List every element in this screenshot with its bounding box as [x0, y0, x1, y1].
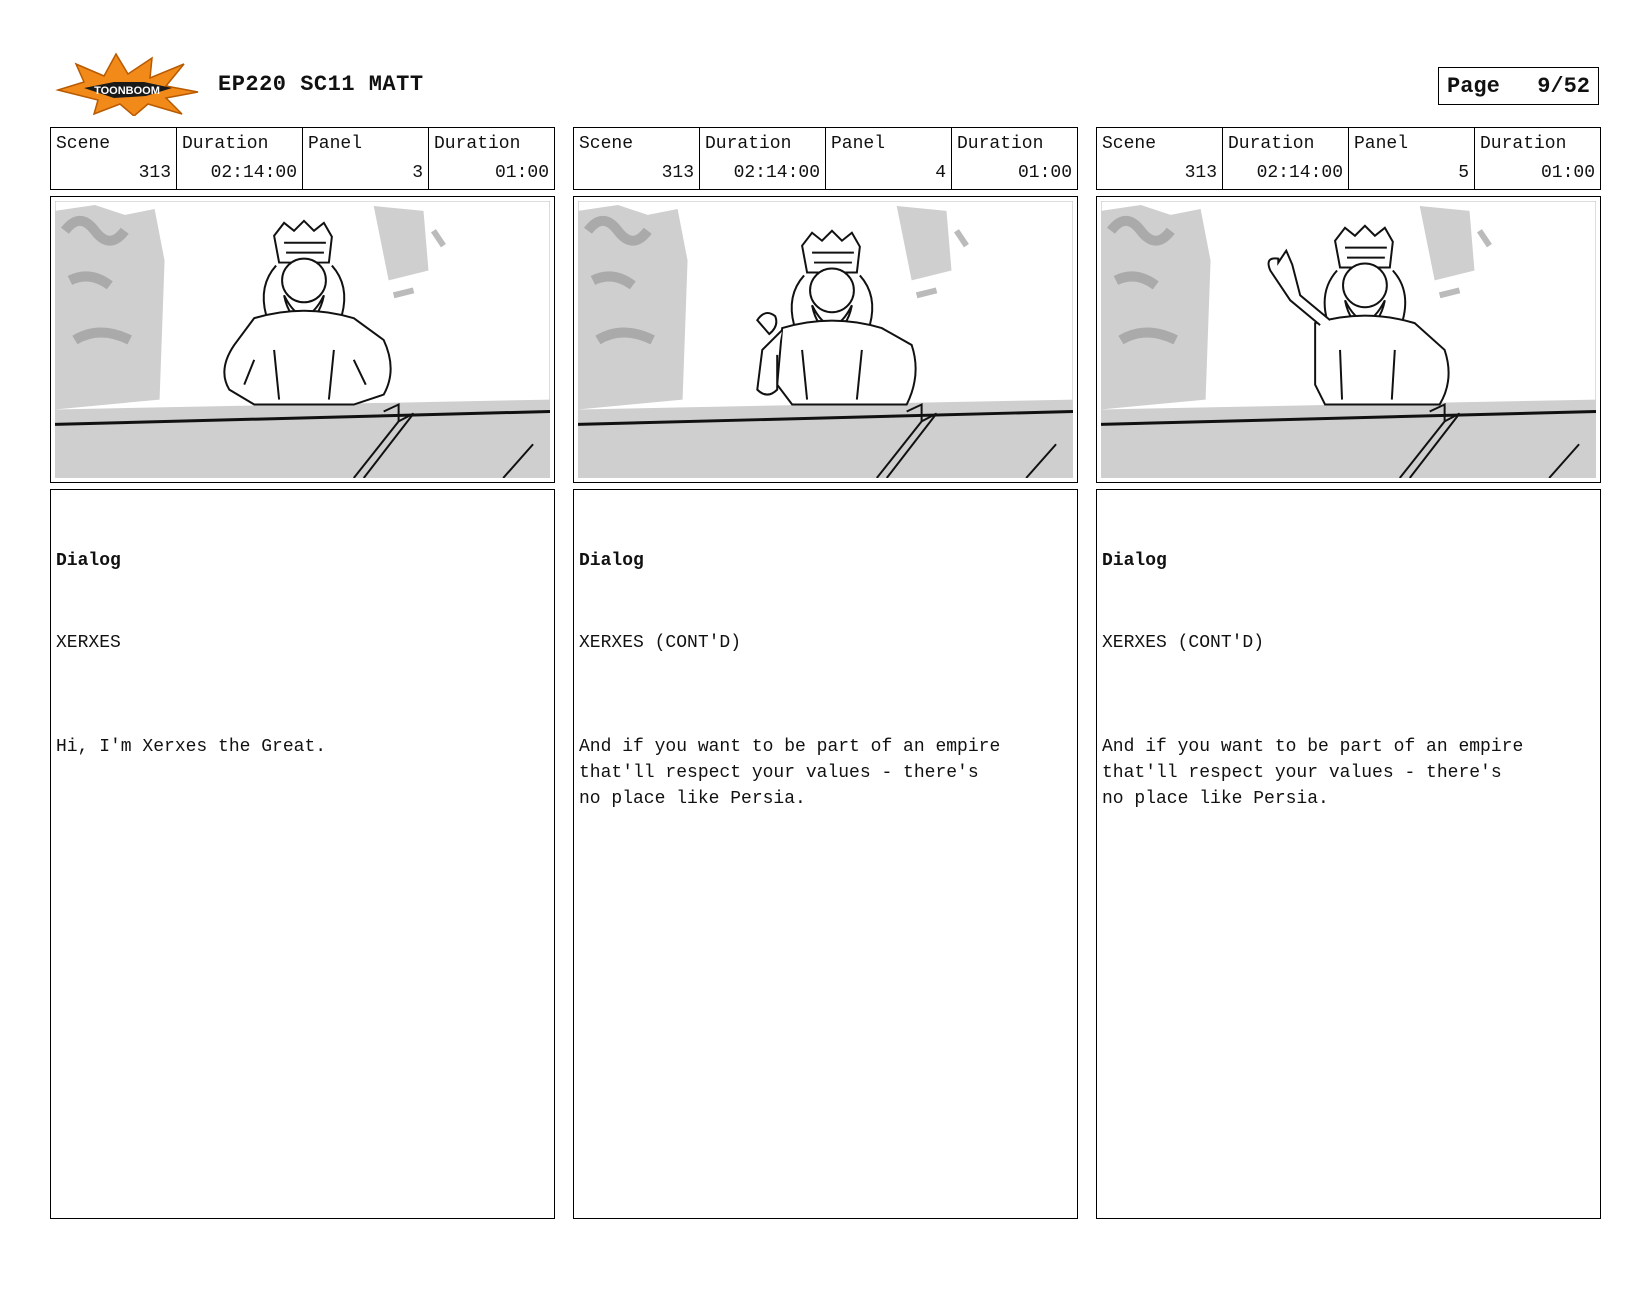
scene-duration-cell — [1223, 128, 1349, 189]
panel-info-bar — [1096, 127, 1601, 190]
storyboard-panel-column — [50, 127, 555, 1219]
panel-duration-label: Duration — [434, 134, 521, 154]
storyboard-frame[interactable] — [573, 196, 1078, 483]
scene-value: 313 — [1184, 163, 1217, 183]
scene-duration-value: 02:14:00 — [733, 163, 820, 183]
storyboard-panel-column — [1096, 127, 1601, 1219]
panel-label: Panel — [1354, 134, 1409, 154]
panel-duration-cell — [952, 128, 1077, 189]
panel-label: Panel — [308, 134, 363, 154]
page-label: Page — [1447, 73, 1500, 99]
dialog-label: Dialog — [56, 551, 121, 571]
panel-info-bar — [50, 127, 555, 190]
scene-value: 313 — [661, 163, 694, 183]
storyboard-frame[interactable] — [50, 196, 555, 483]
scene-duration-label: Duration — [182, 134, 269, 154]
scene-label: Scene — [579, 134, 634, 154]
dialog-speaker: XERXES (CONT'D) — [579, 633, 742, 653]
panel-value: 3 — [412, 163, 423, 183]
scene-cell — [1097, 128, 1223, 189]
panel-cell — [826, 128, 952, 189]
dialog-speaker: XERXES — [56, 633, 121, 653]
toonboom-logo-icon — [54, 52, 200, 116]
scene-duration-value: 02:14:00 — [210, 163, 297, 183]
scene-cell — [51, 128, 177, 189]
panel-cell — [303, 128, 429, 189]
scene-cell — [574, 128, 700, 189]
dialog-line: And if you want to be part of an empire that'll respect your values - there's no place like Persia. — [1102, 737, 1524, 809]
dialog-line: Hi, I'm Xerxes the Great. — [56, 737, 327, 757]
scene-duration-label: Duration — [1228, 134, 1315, 154]
scene-value: 313 — [138, 163, 171, 183]
panel-duration-cell — [429, 128, 554, 189]
page-indicator — [1438, 67, 1599, 105]
panel-value: 5 — [1458, 163, 1469, 183]
svg-text:TOONBOOM: TOONBOOM — [94, 85, 160, 97]
scene-duration-label: Duration — [705, 134, 792, 154]
page-title: EP220 SC11 MATT — [218, 72, 424, 97]
dialog-box[interactable] — [573, 489, 1078, 1219]
panel-label: Panel — [831, 134, 886, 154]
dialog-box[interactable] — [1096, 489, 1601, 1219]
scene-label: Scene — [56, 134, 111, 154]
panel-duration-value: 01:00 — [1017, 163, 1072, 183]
storyboard-panel-column — [573, 127, 1078, 1219]
panel-duration-label: Duration — [1480, 134, 1567, 154]
xerxes-sketch-arm-raised — [1101, 201, 1596, 478]
xerxes-sketch-hands-on-hips — [55, 201, 550, 478]
xerxes-sketch-pointing — [578, 201, 1073, 478]
scene-duration-value: 02:14:00 — [1256, 163, 1343, 183]
dialog-label: Dialog — [1102, 551, 1167, 571]
dialog-speaker: XERXES (CONT'D) — [1102, 633, 1265, 653]
page-number: 9/52 — [1537, 73, 1590, 99]
dialog-line: And if you want to be part of an empire that'll respect your values - there's no place like Persia. — [579, 737, 1001, 809]
panel-duration-cell — [1475, 128, 1600, 189]
panel-duration-label: Duration — [957, 134, 1044, 154]
dialog-label: Dialog — [579, 551, 644, 571]
panel-duration-value: 01:00 — [1540, 163, 1595, 183]
scene-duration-cell — [700, 128, 826, 189]
panel-duration-value: 01:00 — [494, 163, 549, 183]
panel-value: 4 — [935, 163, 946, 183]
storyboard-frame[interactable] — [1096, 196, 1601, 483]
panel-cell — [1349, 128, 1475, 189]
scene-duration-cell — [177, 128, 303, 189]
scene-label: Scene — [1102, 134, 1157, 154]
panel-info-bar — [573, 127, 1078, 190]
dialog-box[interactable] — [50, 489, 555, 1219]
